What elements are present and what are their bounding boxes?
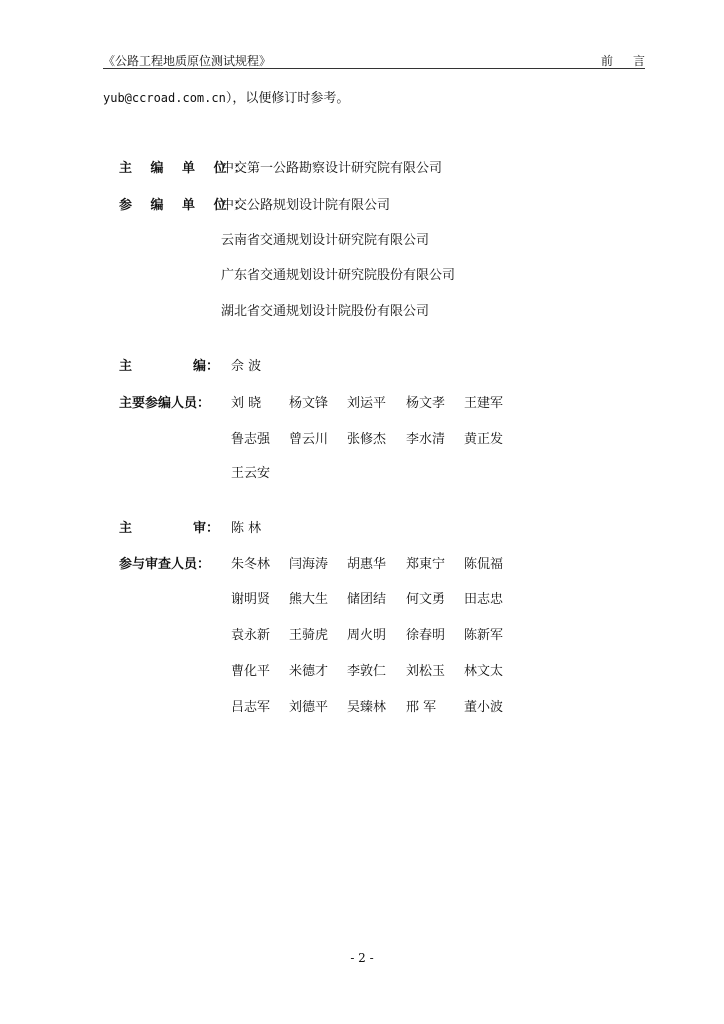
page-number: - 2 -: [350, 951, 374, 965]
person-name: 储团结: [347, 592, 387, 607]
person-name: 谢明贤: [231, 592, 271, 607]
person-name: 刘 晓: [231, 396, 262, 411]
chief-reviewer-name: 陈 林: [231, 521, 262, 536]
person-name: 何文勇: [406, 592, 446, 607]
intro-text: ），以便修订时参考。: [225, 91, 350, 106]
main-participants-row: [119, 430, 539, 450]
chief-unit-org: 中交第一公路勘察设计研究院有限公司: [221, 161, 443, 176]
participating-org: 中交公路规划设计院有限公司: [221, 198, 391, 213]
page-header: [103, 50, 665, 69]
person-name: 曾云川: [289, 432, 329, 447]
person-name: 林文太: [464, 664, 504, 679]
person-name: 杨文孝: [406, 396, 446, 411]
person-name: 王骑虎: [289, 628, 329, 643]
person-name: 陈侃福: [464, 557, 504, 572]
main-participants-row: [119, 394, 539, 414]
person-name: 米德才: [289, 664, 329, 679]
reviewers-row: [119, 698, 539, 718]
reviewers-row: [119, 662, 539, 682]
reviewers-row: [119, 626, 539, 646]
person-name: 李敦仁: [347, 664, 387, 679]
participating-unit-label: 参 编 单 位：: [119, 198, 254, 213]
person-name: 刘德平: [289, 700, 329, 715]
participating-org: 湖北省交通规划设计院股份有限公司: [221, 304, 430, 319]
person-name: 田志忠: [464, 592, 504, 607]
person-name: 邢 军: [406, 700, 437, 715]
main-participants-label: 主要参编人员：: [119, 396, 211, 411]
person-name: 刘运平: [347, 396, 387, 411]
document-title: 《公路工程地质原位测试规程》: [103, 54, 272, 68]
chief-reviewer-label-a: 主: [119, 521, 133, 536]
reviewers-label: 参与审查人员：: [119, 557, 211, 572]
person-name: 鲁志强: [231, 432, 271, 447]
chief-reviewer-label-b: 审：: [193, 521, 220, 536]
person-name: 曹化平: [231, 664, 271, 679]
person-name: 黄正发: [464, 432, 504, 447]
person-name: 李水清: [406, 432, 446, 447]
participating-org: 广东省交通规划设计研究院股份有限公司: [221, 268, 456, 283]
reviewers-row: [119, 590, 539, 610]
person-name: 朱冬林: [231, 557, 271, 572]
person-name: 闫海涛: [289, 557, 329, 572]
main-participants-row: [119, 464, 539, 484]
person-name: 陈新军: [464, 628, 504, 643]
person-name: 袁永新: [231, 628, 271, 643]
person-name: 周火明: [347, 628, 387, 643]
person-name: 刘松玉: [406, 664, 446, 679]
person-name: 吴臻林: [347, 700, 387, 715]
person-name: 董小波: [464, 700, 504, 715]
section-name: 前言: [600, 54, 665, 68]
chief-editor-label-a: 主: [119, 359, 133, 374]
person-name: 徐春明: [406, 628, 446, 643]
person-name: 王建军: [464, 396, 504, 411]
participating-org: 云南省交通规划设计研究院有限公司: [221, 233, 430, 248]
chief-editor-name: 佘 波: [231, 359, 262, 374]
person-name: 郑東宁: [406, 557, 446, 572]
person-name: 杨文锋: [289, 396, 329, 411]
person-name: 胡惠华: [347, 557, 387, 572]
person-name: 吕志军: [231, 700, 271, 715]
email-text: yub@ccroad.com.cn: [103, 91, 226, 105]
person-name: 熊大生: [289, 592, 329, 607]
intro-line: [103, 88, 349, 109]
chief-unit-label: 主 编 单 位：: [119, 161, 254, 176]
chief-editor-label-b: 编：: [193, 359, 220, 374]
reviewers-row: [119, 555, 539, 575]
person-name: 张修杰: [347, 432, 387, 447]
person-name: 王云安: [231, 466, 271, 481]
